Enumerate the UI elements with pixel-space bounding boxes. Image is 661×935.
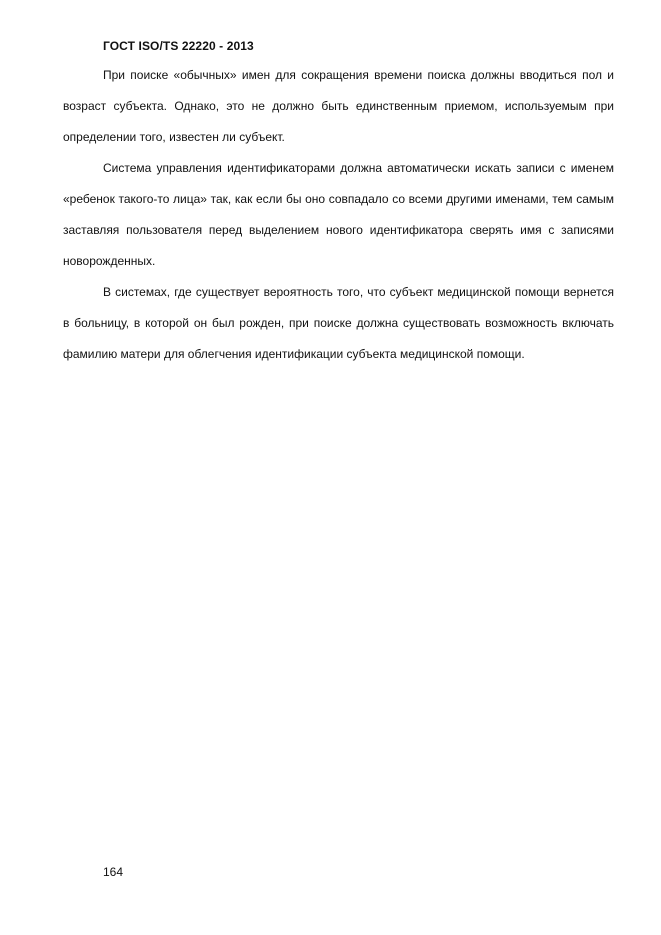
document-header: ГОСТ ISO/TS 22220 - 2013 (103, 39, 254, 53)
paragraph-search-fields: При поиске «обычных» имен для сокращения времени поиска должны вводиться пол и возраст субъекта. Однако, это не должно быть единственным приемом, используемым при определении того, известен ли субъект. (63, 68, 614, 144)
page-number: 164 (103, 865, 124, 879)
paragraph-mother-surname: В системах, где существует вероятность того, что субъект медицинской помощи вернется в больницу, в которой он был рожден, при поиске должна существовать возможность включать фамилию матери для облегчения идентификации субъекта медицинской помощи. (63, 285, 614, 361)
paragraph-newborn-matching: Система управления идентификаторами должна автоматически искать записи с именем «ребенок такого-то лица» так, как если бы оно совпадало со всеми другими именами, тем самым заставляя пользователя перед выделением нового идентификатора сверять имя с записями новорожденных. (63, 161, 614, 268)
document-body (63, 60, 614, 370)
